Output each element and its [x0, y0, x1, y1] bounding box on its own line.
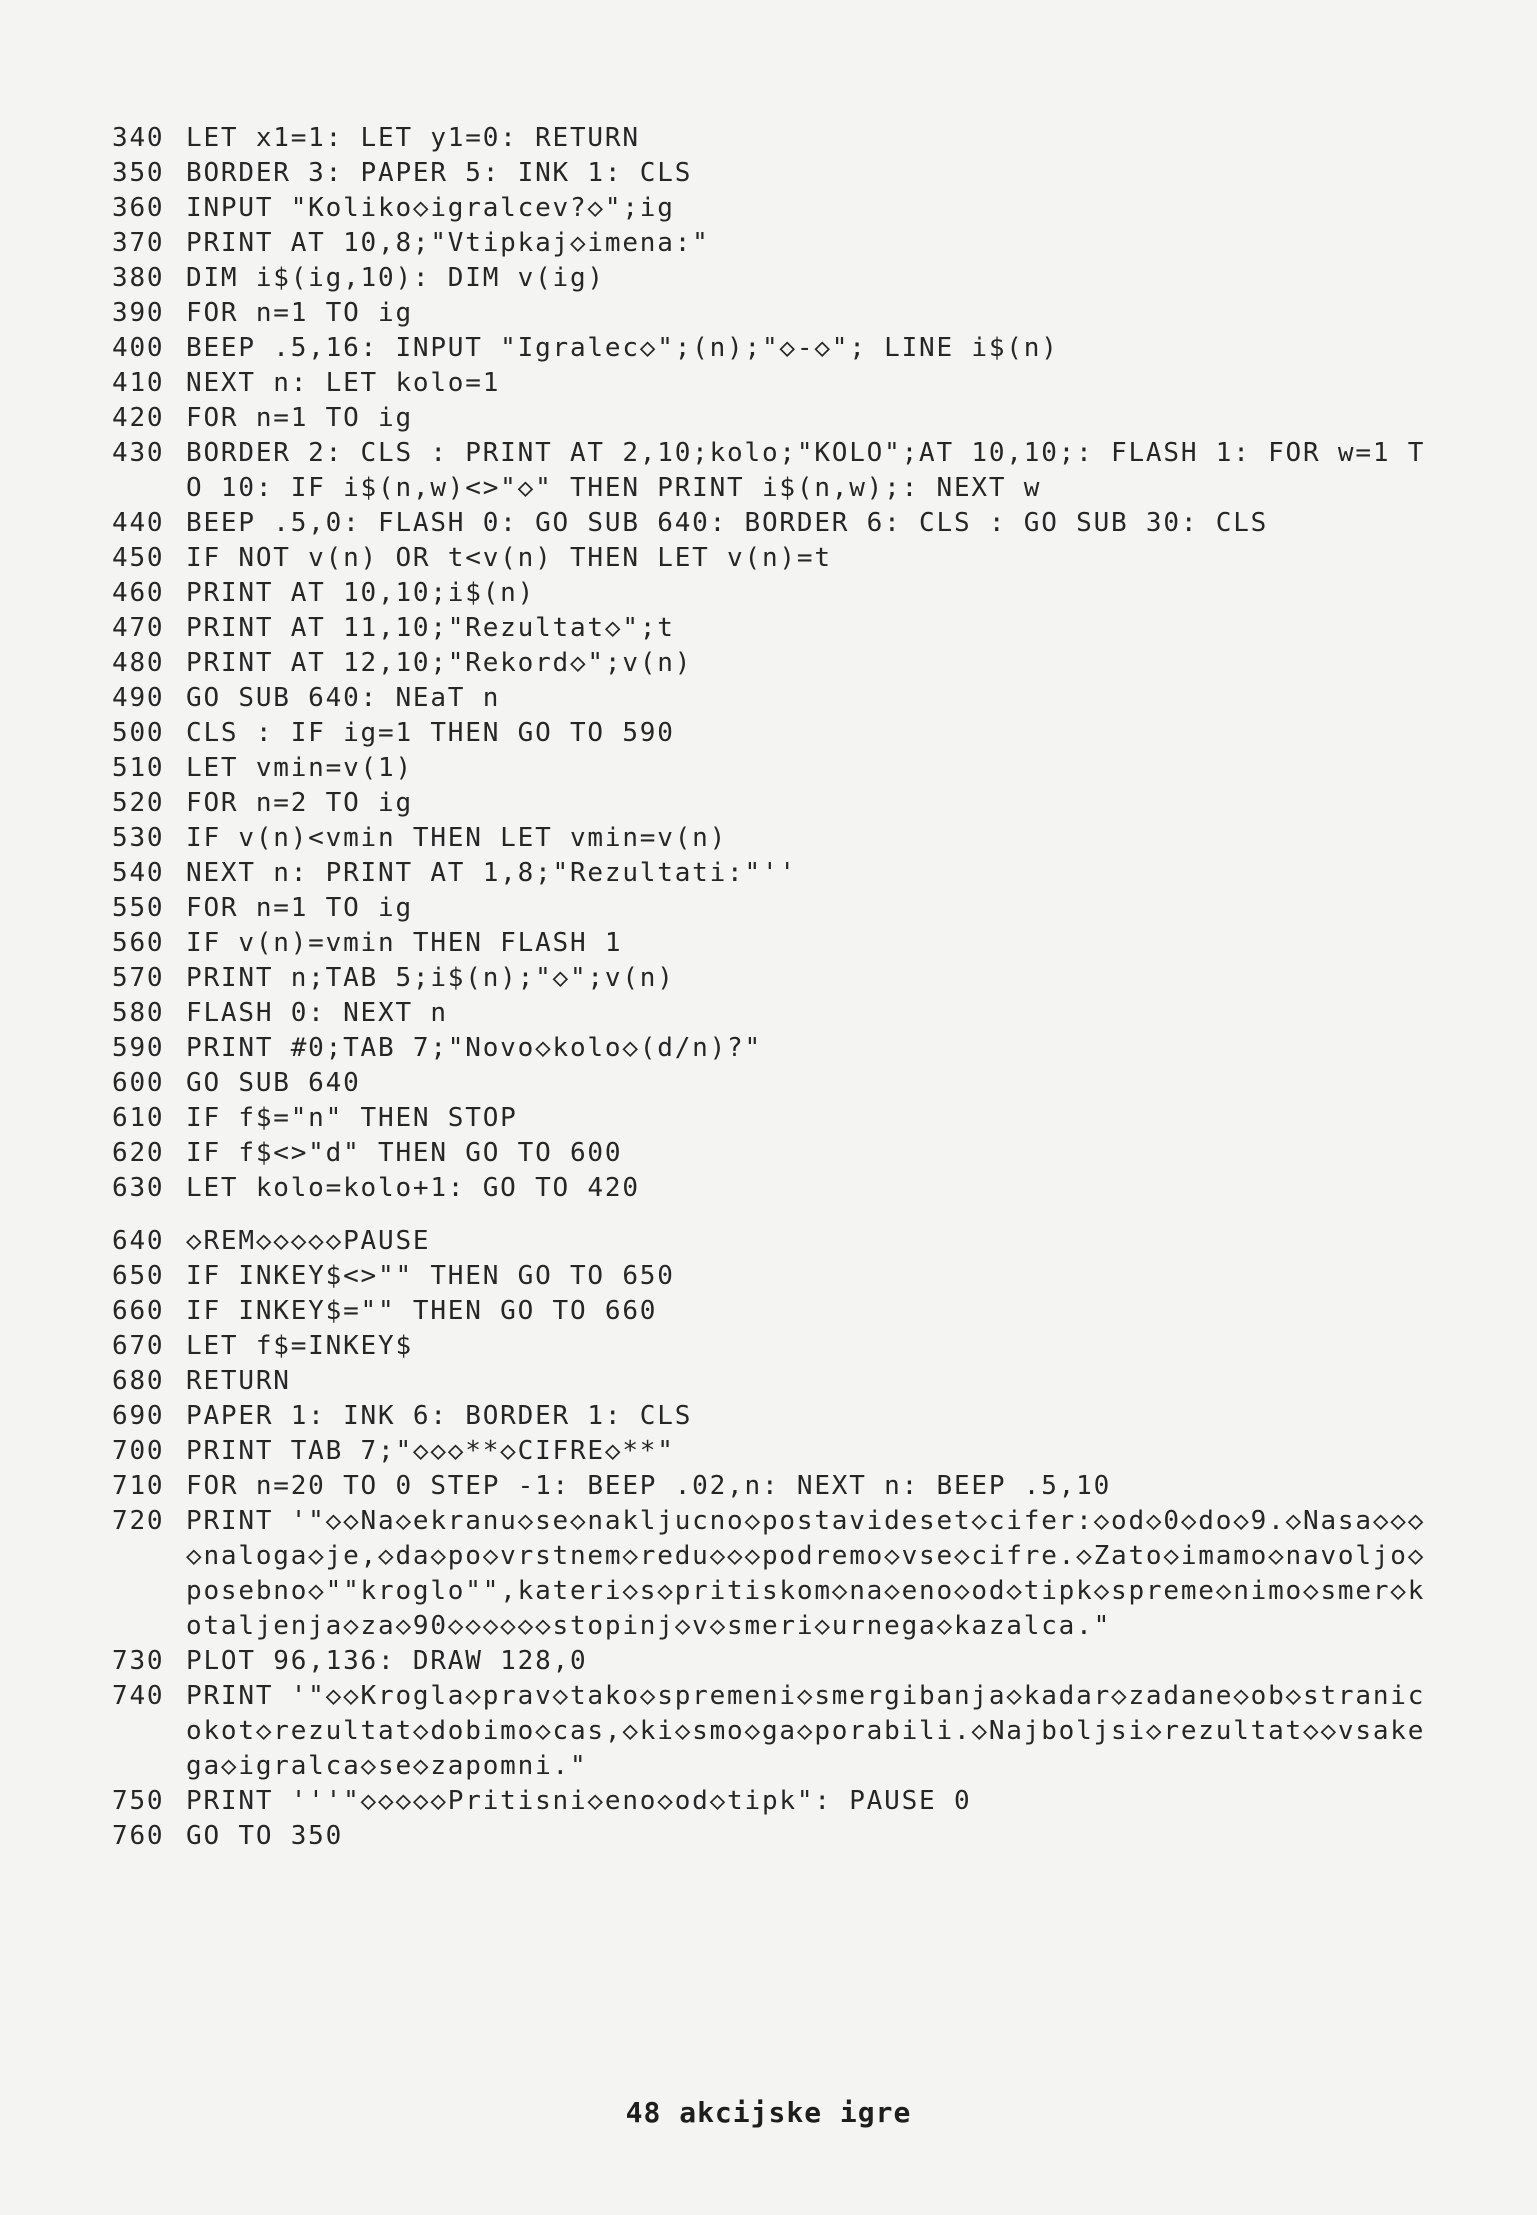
line-number: 720 — [112, 1506, 165, 1536]
line-number: 680 — [112, 1366, 165, 1396]
line-code: NEXT n: PRINT AT 1,8;"Rezultati:"'' — [186, 858, 797, 888]
line-number: 660 — [112, 1296, 165, 1326]
line-number: 620 — [112, 1138, 165, 1168]
line-code: FOR n=20 TO 0 STEP -1: BEEP .02,n: NEXT n: BEEP .5,10 — [186, 1471, 1112, 1501]
line-code: PAPER 1: INK 6: BORDER 1: CLS — [186, 1401, 693, 1431]
line-number: 750 — [112, 1786, 165, 1816]
program-line — [112, 1819, 1442, 1854]
line-code: GO SUB 640 — [186, 1068, 361, 1098]
line-number: 760 — [112, 1821, 165, 1851]
program-line — [112, 1364, 1442, 1399]
line-code: BORDER 3: PAPER 5: INK 1: CLS — [186, 158, 693, 188]
program-line — [112, 1259, 1442, 1294]
program-line — [112, 401, 1442, 436]
line-code: ◇REM◇◇◇◇◇PAUSE — [186, 1226, 431, 1256]
line-number: 670 — [112, 1331, 165, 1361]
line-code: LET f$=INKEY$ — [186, 1331, 413, 1361]
line-code: PRINT '"◇◇Krogla◇prav◇tako◇spremeni◇smergibanja◇kadar◇zadane◇ob◇stranicokot◇rezultat◇dobimo◇cas,◇ki◇smo◇ga◇porabili.◇Najboljsi◇rezultat◇◇vsakega◇igralca◇se◇zapomni." — [186, 1681, 1426, 1781]
line-number: 580 — [112, 998, 165, 1028]
line-number: 440 — [112, 508, 165, 538]
program-line — [112, 1644, 1442, 1679]
program-line — [112, 1434, 1442, 1469]
line-code: FOR n=1 TO ig — [186, 893, 413, 923]
program-line — [112, 191, 1442, 226]
line-code: DIM i$(ig,10): DIM v(ig) — [186, 263, 605, 293]
line-number: 690 — [112, 1401, 165, 1431]
line-code: FLASH 0: NEXT n — [186, 998, 448, 1028]
program-line — [112, 1399, 1442, 1434]
program-line — [112, 261, 1442, 296]
program-line — [112, 611, 1442, 646]
program-line — [112, 506, 1442, 541]
program-line — [112, 996, 1442, 1031]
line-number: 550 — [112, 893, 165, 923]
program-line — [112, 961, 1442, 996]
line-number: 540 — [112, 858, 165, 888]
line-code: IF v(n)=vmin THEN FLASH 1 — [186, 928, 623, 958]
basic-program-listing — [112, 121, 1442, 1854]
page-footer: 48 akcijske igre — [625, 2096, 912, 2129]
line-number: 490 — [112, 683, 165, 713]
line-number: 520 — [112, 788, 165, 818]
line-code: PRINT TAB 7;"◇◇◇**◇CIFRE◇**" — [186, 1436, 675, 1466]
line-code: FOR n=1 TO ig — [186, 298, 413, 328]
line-code: PRINT n;TAB 5;i$(n);"◇";v(n) — [186, 963, 675, 993]
program-line — [112, 541, 1442, 576]
line-code: PRINT '''"◇◇◇◇◇Pritisni◇eno◇od◇tipk": PAUSE 0 — [186, 1786, 972, 1816]
line-number: 430 — [112, 438, 165, 468]
program-line — [112, 1329, 1442, 1364]
line-code: IF f$<>"d" THEN GO TO 600 — [186, 1138, 623, 1168]
program-line — [112, 856, 1442, 891]
program-line — [112, 1224, 1442, 1259]
line-code: GO TO 350 — [186, 1821, 344, 1851]
line-number: 590 — [112, 1033, 165, 1063]
program-line — [112, 681, 1442, 716]
program-line — [112, 1031, 1442, 1066]
line-number: 610 — [112, 1103, 165, 1133]
line-number: 480 — [112, 648, 165, 678]
line-code: IF INKEY$<>"" THEN GO TO 650 — [186, 1261, 675, 1291]
line-code: PRINT AT 11,10;"Rezultat◇";t — [186, 613, 675, 643]
line-number: 350 — [112, 158, 165, 188]
line-number: 600 — [112, 1068, 165, 1098]
line-code: IF v(n)<vmin THEN LET vmin=v(n) — [186, 823, 728, 853]
program-line — [112, 1101, 1442, 1136]
line-number: 560 — [112, 928, 165, 958]
line-code: IF f$="n" THEN STOP — [186, 1103, 518, 1133]
line-number: 740 — [112, 1681, 165, 1711]
program-line — [112, 1679, 1442, 1784]
program-line — [112, 1504, 1442, 1644]
line-code: BORDER 2: CLS : PRINT AT 2,10;kolo;"KOLO";AT 10,10;: FLASH 1: FOR w=1 TO 10: IF i$(n,w)<>"◇" THEN PRINT i$(n,w);: NEXT w — [186, 438, 1426, 503]
program-line — [112, 926, 1442, 961]
line-number: 420 — [112, 403, 165, 433]
line-code: PRINT AT 10,8;"Vtipkaj◇imena:" — [186, 228, 710, 258]
line-number: 400 — [112, 333, 165, 363]
line-code: NEXT n: LET kolo=1 — [186, 368, 501, 398]
line-code: BEEP .5,16: INPUT "Igralec◇";(n);"◇-◇"; LINE i$(n) — [186, 333, 1059, 363]
program-line — [112, 156, 1442, 191]
line-code: PRINT AT 10,10;i$(n) — [186, 578, 536, 608]
line-number: 340 — [112, 123, 165, 153]
line-code: PRINT #0;TAB 7;"Novo◇kolo◇(d/n)?" — [186, 1033, 762, 1063]
program-line — [112, 226, 1442, 261]
program-line — [112, 1469, 1442, 1504]
program-line — [112, 751, 1442, 786]
line-code: LET x1=1: LET y1=0: RETURN — [186, 123, 640, 153]
line-number: 650 — [112, 1261, 165, 1291]
program-line — [112, 786, 1442, 821]
program-line — [112, 821, 1442, 856]
line-number: 530 — [112, 823, 165, 853]
program-line — [112, 366, 1442, 401]
program-line — [112, 1294, 1442, 1329]
line-number: 460 — [112, 578, 165, 608]
program-line — [112, 331, 1442, 366]
program-line — [112, 1136, 1442, 1171]
line-code: IF NOT v(n) OR t<v(n) THEN LET v(n)=t — [186, 543, 832, 573]
line-code: FOR n=1 TO ig — [186, 403, 413, 433]
line-number: 470 — [112, 613, 165, 643]
line-code: FOR n=2 TO ig — [186, 788, 413, 818]
program-line — [112, 436, 1442, 506]
program-line — [112, 576, 1442, 611]
line-code: PRINT '"◇◇Na◇ekranu◇se◇nakljucno◇postavideset◇cifer:◇od◇0◇do◇9.◇Nasa◇◇◇◇naloga◇je,◇da◇po◇vrstnem◇redu◇◇◇podremo◇vse◇cifre.◇Zato◇imamo◇navoljo◇posebno◇""kroglo"",kateri◇s◇pritiskom◇na◇eno◇od◇tipk◇spreme◇nimo◇smer◇kotaljenja◇za◇90◇◇◇◇◇◇stopinj◇v◇smeri◇urnega◇kazalca." — [186, 1506, 1426, 1641]
line-number: 360 — [112, 193, 165, 223]
line-number: 380 — [112, 263, 165, 293]
line-code: BEEP .5,0: FLASH 0: GO SUB 640: BORDER 6: CLS : GO SUB 30: CLS — [186, 508, 1269, 538]
line-code: PLOT 96,136: DRAW 128,0 — [186, 1646, 588, 1676]
line-number: 510 — [112, 753, 165, 783]
line-number: 450 — [112, 543, 165, 573]
program-line — [112, 891, 1442, 926]
program-line — [112, 716, 1442, 751]
line-number: 500 — [112, 718, 165, 748]
program-line — [112, 646, 1442, 681]
line-code: CLS : IF ig=1 THEN GO TO 590 — [186, 718, 675, 748]
program-line — [112, 1784, 1442, 1819]
line-code: RETURN — [186, 1366, 291, 1396]
line-number: 640 — [112, 1226, 165, 1256]
line-code: LET kolo=kolo+1: GO TO 420 — [186, 1173, 640, 1203]
line-number: 390 — [112, 298, 165, 328]
program-line — [112, 121, 1442, 156]
line-code: PRINT AT 12,10;"Rekord◇";v(n) — [186, 648, 693, 678]
line-code: LET vmin=v(1) — [186, 753, 413, 783]
line-number: 410 — [112, 368, 165, 398]
program-line — [112, 1171, 1442, 1206]
program-line — [112, 296, 1442, 331]
line-number: 700 — [112, 1436, 165, 1466]
program-line — [112, 1066, 1442, 1101]
line-code: INPUT "Koliko◇igralcev?◇";ig — [186, 193, 675, 223]
line-number: 730 — [112, 1646, 165, 1676]
line-number: 370 — [112, 228, 165, 258]
line-code: IF INKEY$="" THEN GO TO 660 — [186, 1296, 658, 1326]
line-code: GO SUB 640: NEaT n — [186, 683, 501, 713]
line-number: 630 — [112, 1173, 165, 1203]
line-number: 570 — [112, 963, 165, 993]
line-number: 710 — [112, 1471, 165, 1501]
